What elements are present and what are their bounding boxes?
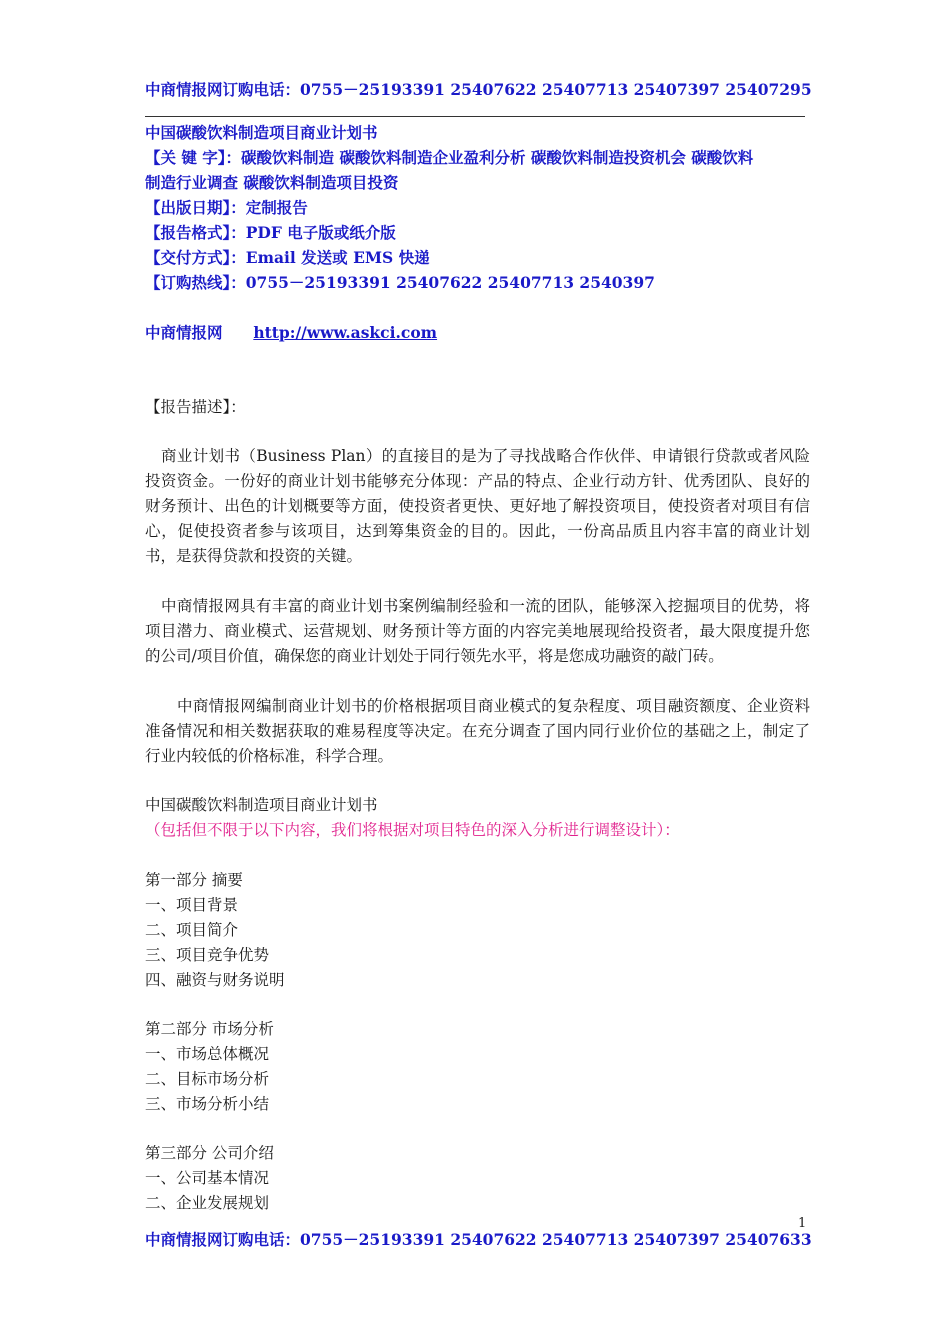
toc-item: 一、公司基本情况 <box>145 1169 270 1187</box>
description-heading: 【报告描述】： <box>145 398 246 416</box>
toc-item: 二、目标市场分析 <box>145 1070 270 1088</box>
toc-part-1: 第一部分 摘要 <box>145 871 243 889</box>
site-line <box>145 320 437 345</box>
site-url-link[interactable]: http://www.askci.com <box>253 323 438 342</box>
toc-part-3: 第三部分 公司介绍 <box>145 1144 274 1162</box>
description-paragraph-1: 商业计划书（Business Plan）的直接目的是为了寻找战略合作伙伴、申请银行贷款或者风险投资资金。一份好的商业计划书能够充分体现：产品的特点、企业行动方针、优秀团队、良好的财务预计、出色的计划概要等方面，使投资者更快、更好地了解投资项目，使投资者对项目有信心，促使投资者参与该项目，达到筹集资金的目的。因此，一份高品质且内容丰富的商业计划书，是获得贷款和投资的关键。 <box>145 447 810 565</box>
order-hotline: 【订购热线】：0755－25193391 25407622 25407713 2540397 <box>145 273 655 292</box>
toc-item: 一、项目背景 <box>145 896 239 914</box>
toc-item: 二、项目简介 <box>145 921 239 939</box>
toc-item: 三、市场分析小结 <box>145 1095 270 1113</box>
toc-title: 中国碳酸饮料制造项目商业计划书 <box>145 796 378 814</box>
toc-note: （包括但不限于以下内容，我们将根据对项目特色的深入分析进行调整设计）： <box>145 821 680 839</box>
site-name: 中商情报网 <box>145 323 223 342</box>
toc-part-2: 第二部分 市场分析 <box>145 1020 274 1038</box>
toc-item: 一、市场总体概况 <box>145 1045 270 1063</box>
keywords-line-1: 【关 键 字】：碳酸饮料制造 碳酸饮料制造企业盈利分析 碳酸饮料制造投资机会 碳酸饮料 <box>145 148 754 167</box>
toc-item: 三、项目竞争优势 <box>145 946 270 964</box>
report-format: 【报告格式】：PDF 电子版或纸介版 <box>145 223 396 242</box>
description-paragraph-2: 中商情报网具有丰富的商业计划书案例编制经验和一流的团队，能够深入挖掘项目的优势，将项目潜力、商业模式、运营规划、财务预计等方面的内容完美地展现给投资者，最大限度提升您的公司/项目价值，确保您的商业计划处于同行领先水平，将是您成功融资的敲门砖。 <box>145 597 810 665</box>
header-order-phone: 中商情报网订购电话：0755－25193391 25407622 25407713 25407397 25407295 <box>145 80 812 99</box>
header-divider <box>145 116 805 117</box>
page-number: 1 <box>798 1216 807 1231</box>
delivery-method: 【交付方式】：Email 发送或 EMS 快递 <box>145 248 430 267</box>
report-title: 中国碳酸饮料制造项目商业计划书 <box>145 123 378 142</box>
description-paragraph-3: 中商情报网编制商业计划书的价格根据项目商业模式的复杂程度、项目融资额度、企业资料准备情况和相关数据获取的难易程度等决定。在充分调查了国内同行业价位的基础之上，制定了行业内较低的价格标准，科学合理。 <box>145 697 810 765</box>
footer-order-phone: 中商情报网订购电话：0755－25193391 25407622 25407713 25407397 25407633 <box>145 1230 812 1249</box>
toc-item: 四、融资与财务说明 <box>145 971 285 989</box>
keywords-line-2: 制造行业调查 碳酸饮料制造项目投资 <box>145 173 399 192</box>
toc-item: 二、企业发展规划 <box>145 1194 270 1212</box>
publish-date: 【出版日期】：定制报告 <box>145 198 308 217</box>
